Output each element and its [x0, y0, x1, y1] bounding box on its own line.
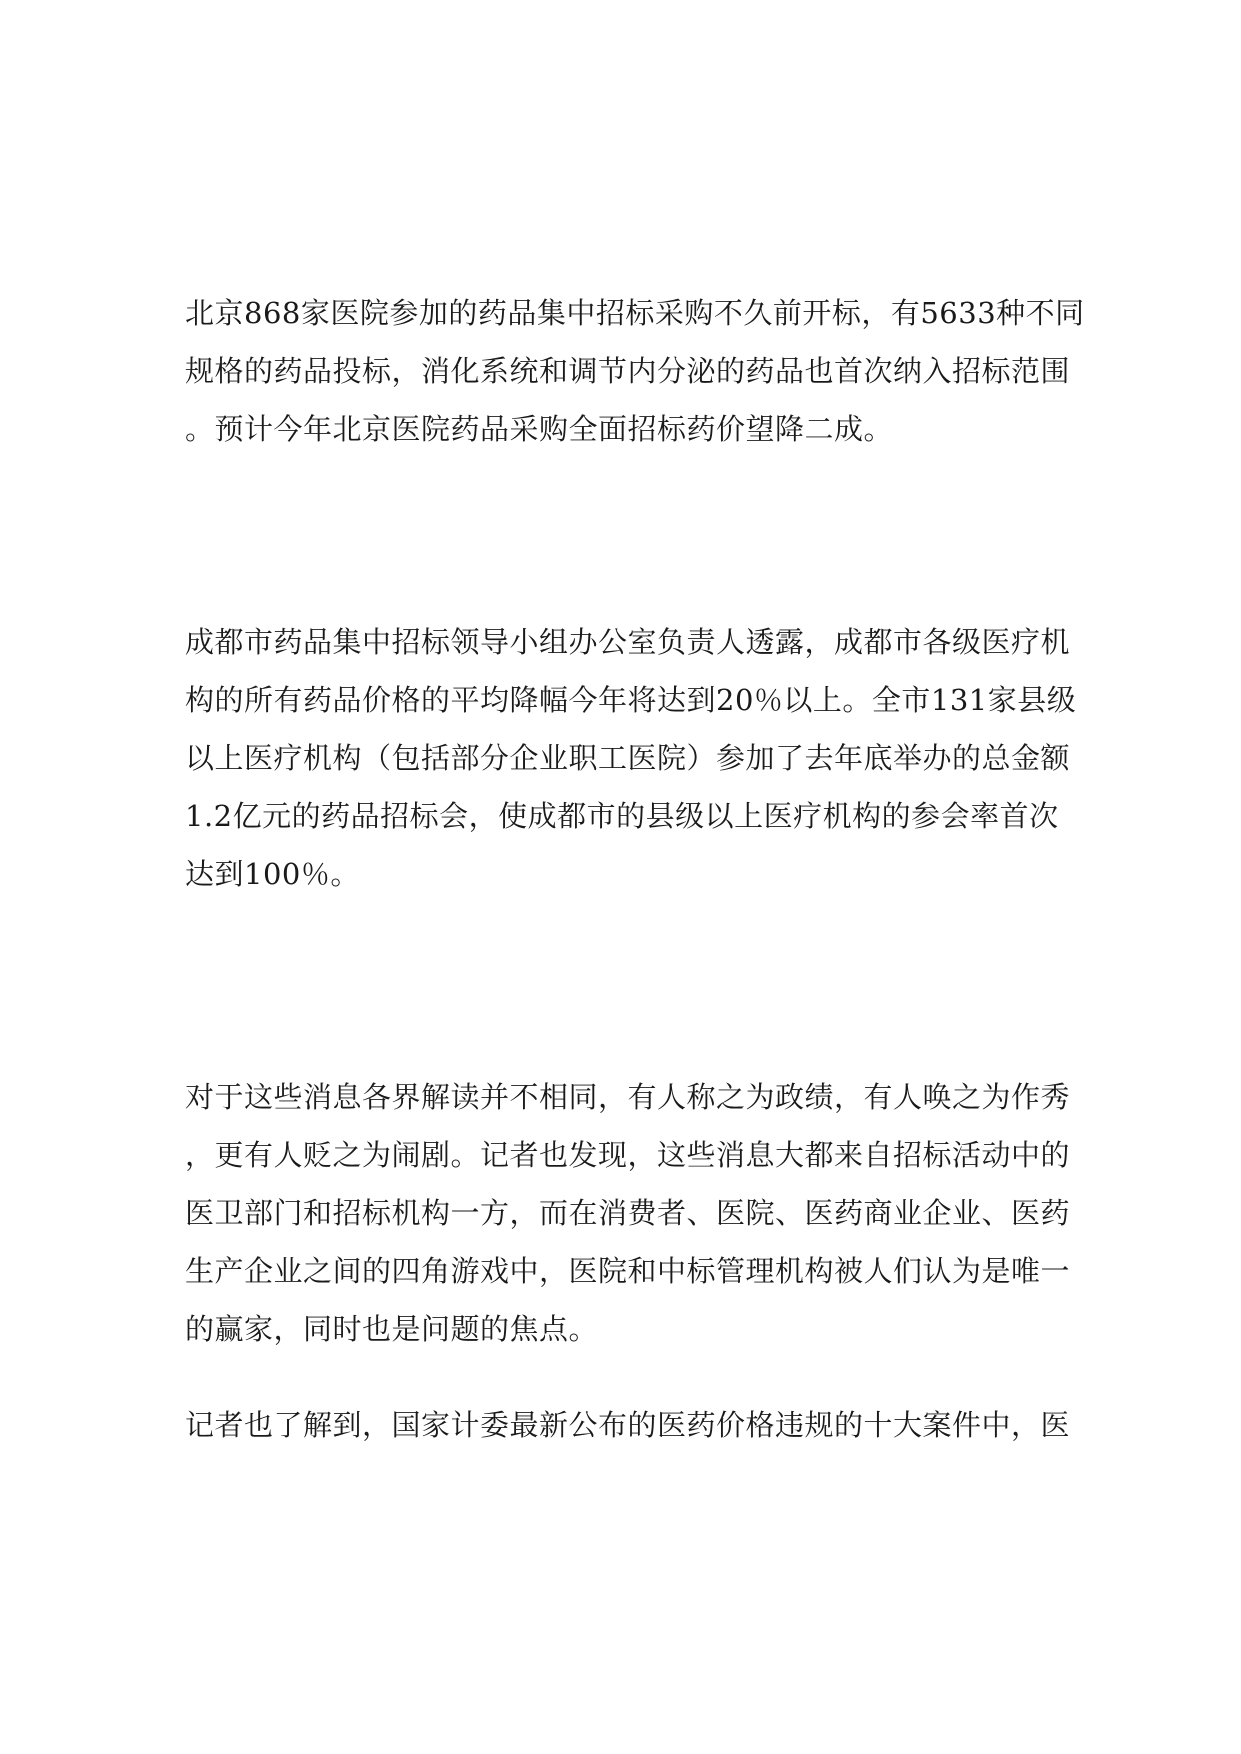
text-line: 医卫部门和招标机构一方，而在消费者、医院、医药商业企业、医药: [185, 1196, 1071, 1230]
text-line: 达到100％。: [185, 857, 360, 891]
text-line: 1.2亿元的药品招标会，使成都市的县级以上医疗机构的参会率首次: [185, 799, 1059, 833]
paragraph-chengdu: [185, 613, 1077, 903]
text-line: 的赢家，同时也是问题的焦点。: [185, 1312, 599, 1346]
text-line: ，更有人贬之为闹剧。记者也发现，这些消息大都来自招标活动中的: [185, 1138, 1071, 1172]
text-line: 构的所有药品价格的平均降幅今年将达到20％以上。全市131家县级: [185, 683, 1077, 717]
text-line: 。预计今年北京医院药品采购全面招标药价望降二成。: [185, 412, 894, 446]
paragraph-beijing: [185, 284, 1085, 458]
text-line: 记者也了解到，国家计委最新公布的医药价格违规的十大案件中，医: [185, 1408, 1071, 1442]
paragraph-violations: [185, 1396, 1071, 1454]
text-line: 对于这些消息各界解读并不相同，有人称之为政绩，有人唤之为作秀: [185, 1080, 1071, 1114]
text-line: 北京868家医院参加的药品集中招标采购不久前开标，有5633种不同: [185, 296, 1085, 330]
text-line: 生产企业之间的四角游戏中，医院和中标管理机构被人们认为是唯一: [185, 1254, 1071, 1288]
text-line: 规格的药品投标，消化系统和调节内分泌的药品也首次纳入招标范围: [185, 354, 1071, 388]
text-line: 成都市药品集中招标领导小组办公室负责人透露，成都市各级医疗机: [185, 625, 1071, 659]
paragraph-interpretation: [185, 1068, 1071, 1358]
text-line: 以上医疗机构（包括部分企业职工医院）参加了去年底举办的总金额: [185, 741, 1071, 775]
